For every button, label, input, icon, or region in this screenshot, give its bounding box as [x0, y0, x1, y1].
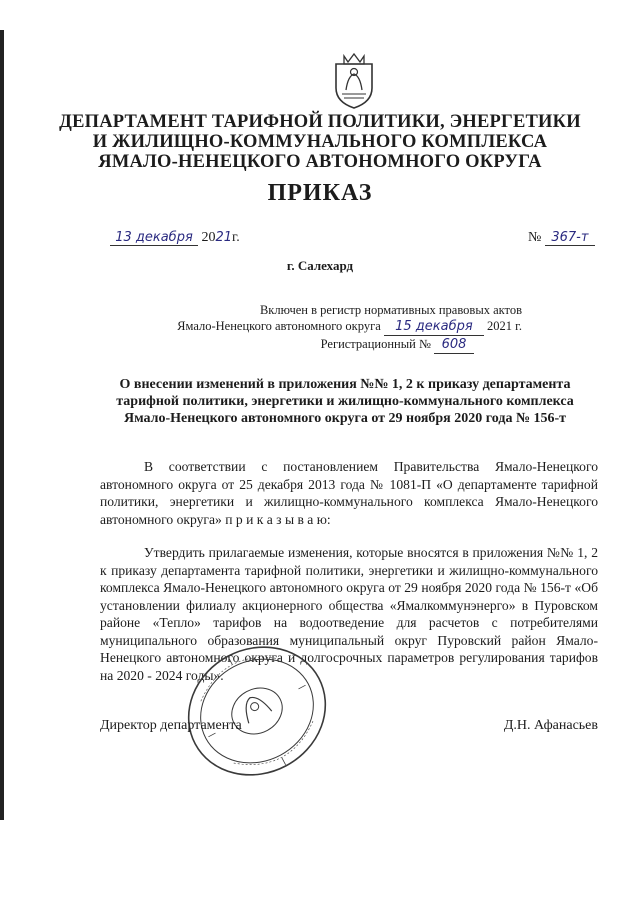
- signature-position: Директор департамента: [100, 718, 242, 733]
- coat-of-arms-emblem: [330, 50, 378, 110]
- dept-line-3: ЯМАЛО-НЕНЕЦКОГО АВТОНОМНОГО ОКРУГА: [98, 152, 542, 172]
- order-date: [110, 230, 240, 246]
- order-subject: О внесении изменений в приложения №№ 1, 2 к приказу департамента тарифной политики, энергетики и жилищно-коммунального комплекса Ямало-Ненецкого автономного округа от 29 ноября 2020 года № 156-т: [116, 377, 574, 426]
- date-handwritten: 13 декабря: [110, 230, 198, 246]
- order-number: [528, 230, 595, 246]
- department-header: [0, 112, 640, 172]
- document-type-title: ПРИКАЗ: [267, 180, 373, 206]
- registry-line-1: Включен в регистр нормативных правовых актов: [259, 303, 522, 317]
- dept-line-2: И ЖИЛИЩНО-КОММУНАЛЬНОГО КОМПЛЕКСА: [92, 132, 548, 152]
- year-suffix: г.: [232, 230, 240, 245]
- registry-date-handwritten: 15 декабря: [384, 319, 484, 336]
- registry-line-2: [177, 318, 522, 336]
- number-handwritten: 367-т: [545, 230, 595, 246]
- official-seal-stamp: [182, 636, 332, 786]
- city-line: г. Салехард: [286, 258, 354, 273]
- number-label: №: [528, 230, 542, 245]
- dept-line-1: ДЕПАРТАМЕНТ ТАРИФНОЙ ПОЛИТИКИ, ЭНЕРГЕТИКИ: [59, 112, 581, 132]
- body-paragraph-2: Утвердить прилагаемые изменения, которые вносятся в приложения №№ 1, 2 к приказу департамента тарифной политики, энергетики и жилищно-коммунального комплекса Ямало-Ненецкого автономного округа от 29 ноября 2020 года № 156-т «Об установлении филиалу акционерного общества «Ямалкоммунэнерго» в Пуровском районе «Тепло» тарифов на водоотведение для расчетов с потребителями муниципального образования муниципальный округ Пуровский район Ямало-Ненецкого автономного округа и долгосрочных параметров регулирования тарифов на 2020 - 2024 годы».: [100, 545, 598, 683]
- registry-line-2-prefix: Ямало-Ненецкого автономного округа: [177, 319, 381, 333]
- signature-name: Д.Н. Афанасьев: [503, 718, 598, 733]
- year-handwritten: 21: [215, 230, 233, 245]
- registry-line-3: [177, 336, 522, 354]
- registry-number-label: Регистрационный №: [320, 337, 431, 351]
- registry-line-2-suffix: 2021 г.: [487, 319, 522, 333]
- year-prefix: 20: [201, 230, 216, 245]
- registry-block: [177, 302, 522, 354]
- registry-number-handwritten: 608: [434, 337, 474, 354]
- body-paragraph-1: В соответствии с постановлением Правительства Ямало-Ненецкого автономного округа от 25 декабря 2013 года № 1081-П «О департаменте тарифной политики, энергетики и жилищно-коммунального комплекса Ямало-Ненецкого автономного округа» п р и к а з ы в а ю:: [100, 459, 598, 527]
